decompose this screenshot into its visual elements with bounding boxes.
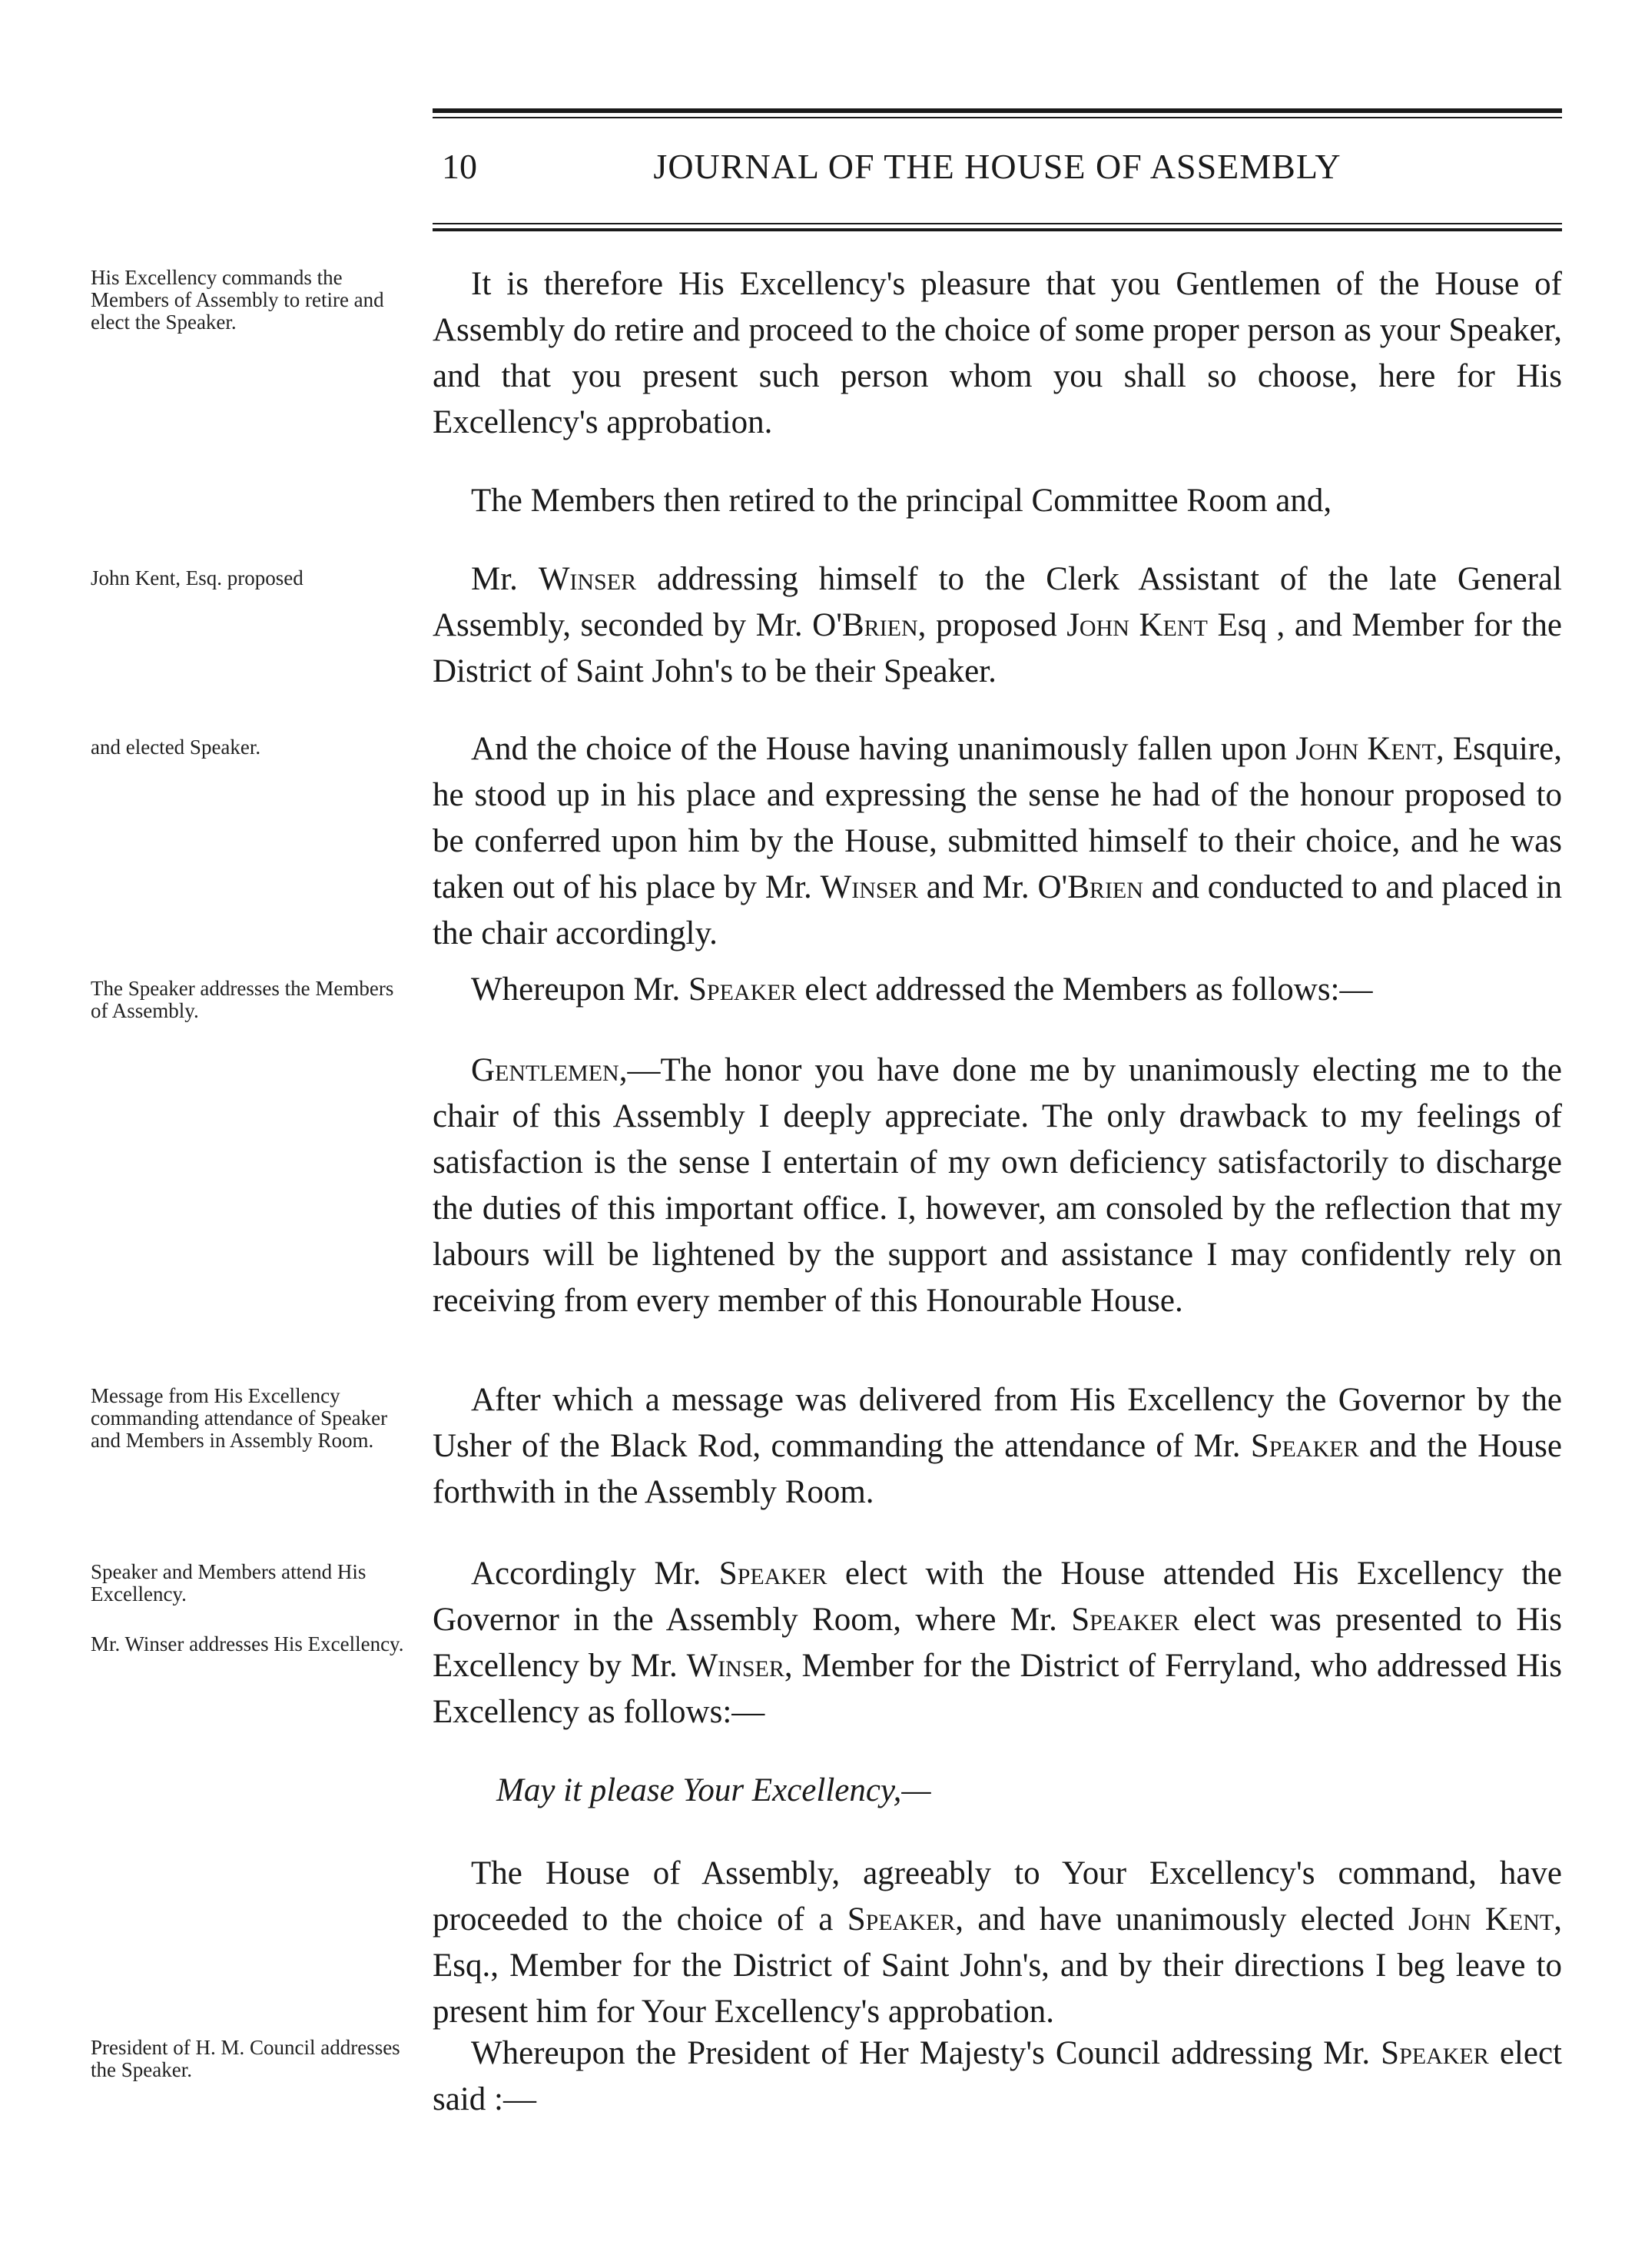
paragraph-message-delivered: After which a message was delivered from His Excellency the Governor by the Usher of the Black Rod, commanding the attendance of Mr. Speaker and the House forthwith in the Assembly Room. (433, 1382, 1563, 1510)
title-speaker: Speaker (1250, 1428, 1359, 1464)
title-speaker: Speaker (688, 971, 797, 1008)
paragraph-attended-governor: Accordingly Mr. Speaker elect with the House attended His Excellency the Governor in the Assembly Room, where Mr. Speaker elect was presented to His Excellency by Mr. Winser, Member for the District of Ferryland, who addressed His Excellency as follows:— (433, 1556, 1562, 1730)
header-rule-bottom-thin (433, 223, 1562, 224)
paragraph-house-proceeded: The House of Assembly, agreeably to Your Excellency's command, have proceeded to the choice of a Speaker, and have unanimously elected John Kent, Esq., Member for the District of Saint John's, and by their directions I beg leave to present him for Your Excellency's approbation. (433, 1855, 1562, 2030)
page-number: 10 (442, 147, 477, 186)
margin-note-kent-proposed: John Kent, Esq. proposed (91, 566, 303, 589)
paragraph-speaker-elect-addressed: Whereupon Mr. Speaker elect addressed the Members as follows:— (471, 971, 1373, 1008)
margin-note-retire-elect: His Excellency commands the Members of Assembly to retire and elect the Speaker. (91, 266, 384, 334)
header-rule-top-thick (433, 108, 1562, 113)
title-speaker: Speaker (1381, 2035, 1489, 2071)
name-winser: Winser (686, 1648, 784, 1684)
header-rule-bottom-thick (433, 228, 1562, 231)
name-john-kent: John Kent (1066, 607, 1208, 643)
margin-note-attend-excellency: Speaker and Members attend His Excellency. (91, 1560, 366, 1606)
paragraph-speaker-address: Gentlemen,—The honor you have done me by unanimously electing me to the chair of this Assembly I deeply appreciate. The only drawback to my feelings of satisfaction is the sense I entertain of my own deficiency satisfactorily to discharge the duties of this important office. I, however, am consoled by the reflection that my labours will be lightened by the support and assistance I may confidently rely on receiving from every member of this Honourable House. (433, 1052, 1562, 1319)
title-speaker: Speaker (1071, 1602, 1179, 1638)
title-speaker: Speaker (718, 1556, 827, 1592)
margin-note-winser-addresses: Mr. Winser addresses His Excellency. (91, 1632, 404, 1655)
paragraph-president-addressing: Whereupon the President of Her Majesty's Council addressing Mr. Speaker elect said :— (433, 2035, 1562, 2117)
paragraph-choice-fallen: And the choice of the House having unanimously fallen upon John Kent, Esquire, he stood up in his place and expressing the sense he had of the honour proposed to be conferred upon him by the House, submitted himself to their choice, and he was taken out of his place by Mr. Winser and Mr. O'Brien and conducted to and placed in the chair accordingly. (433, 731, 1562, 951)
paragraph-pleasure-retire: It is therefore His Excellency's pleasure that you Gentlemen of the House of Assembly do retire and proceed to the choice of some proper person as your Speaker, and that you present such person whom you shall so choose, here for His Excellency's approbation. (433, 266, 1562, 440)
header-rule-top-thin (433, 117, 1562, 118)
name-winser: Winser (820, 869, 918, 905)
running-title: JOURNAL OF THE HOUSE OF ASSEMBLY (653, 147, 1342, 186)
name-obrien: Brien (841, 607, 918, 643)
name-winser: Winser (538, 561, 637, 597)
paragraph-winser-proposed: Mr. Winser addressing himself to the Clerk Assistant of the late General Assembly, seconded by Mr. O'Brien, proposed John Kent Esq , and Member for the District of Saint John's to be their Speaker. (433, 561, 1562, 689)
margin-note-speaker-addresses: The Speaker addresses the Members of Assembly. (91, 977, 394, 1022)
margin-note-elected-speaker: and elected Speaker. (91, 736, 261, 759)
name-obrien: Brien (1067, 869, 1143, 905)
page-header (433, 140, 1562, 194)
paragraph-may-it-please: May it please Your Excellency,— (496, 1772, 931, 1808)
title-speaker: Speaker (847, 1901, 956, 1938)
margin-note-message-governor: Message from His Excellency commanding attendance of Speaker and Members in Assembly Room. (91, 1384, 388, 1452)
name-john-kent: John Kent (1295, 731, 1436, 767)
margin-note-president-council: President of H. M. Council addresses the Speaker. (91, 2036, 400, 2081)
name-john-kent: John Kent (1408, 1901, 1554, 1938)
paragraph-members-retired: The Members then retired to the principal Committee Room and, (471, 483, 1332, 519)
salutation-gentlemen: Gentlemen (471, 1052, 619, 1088)
